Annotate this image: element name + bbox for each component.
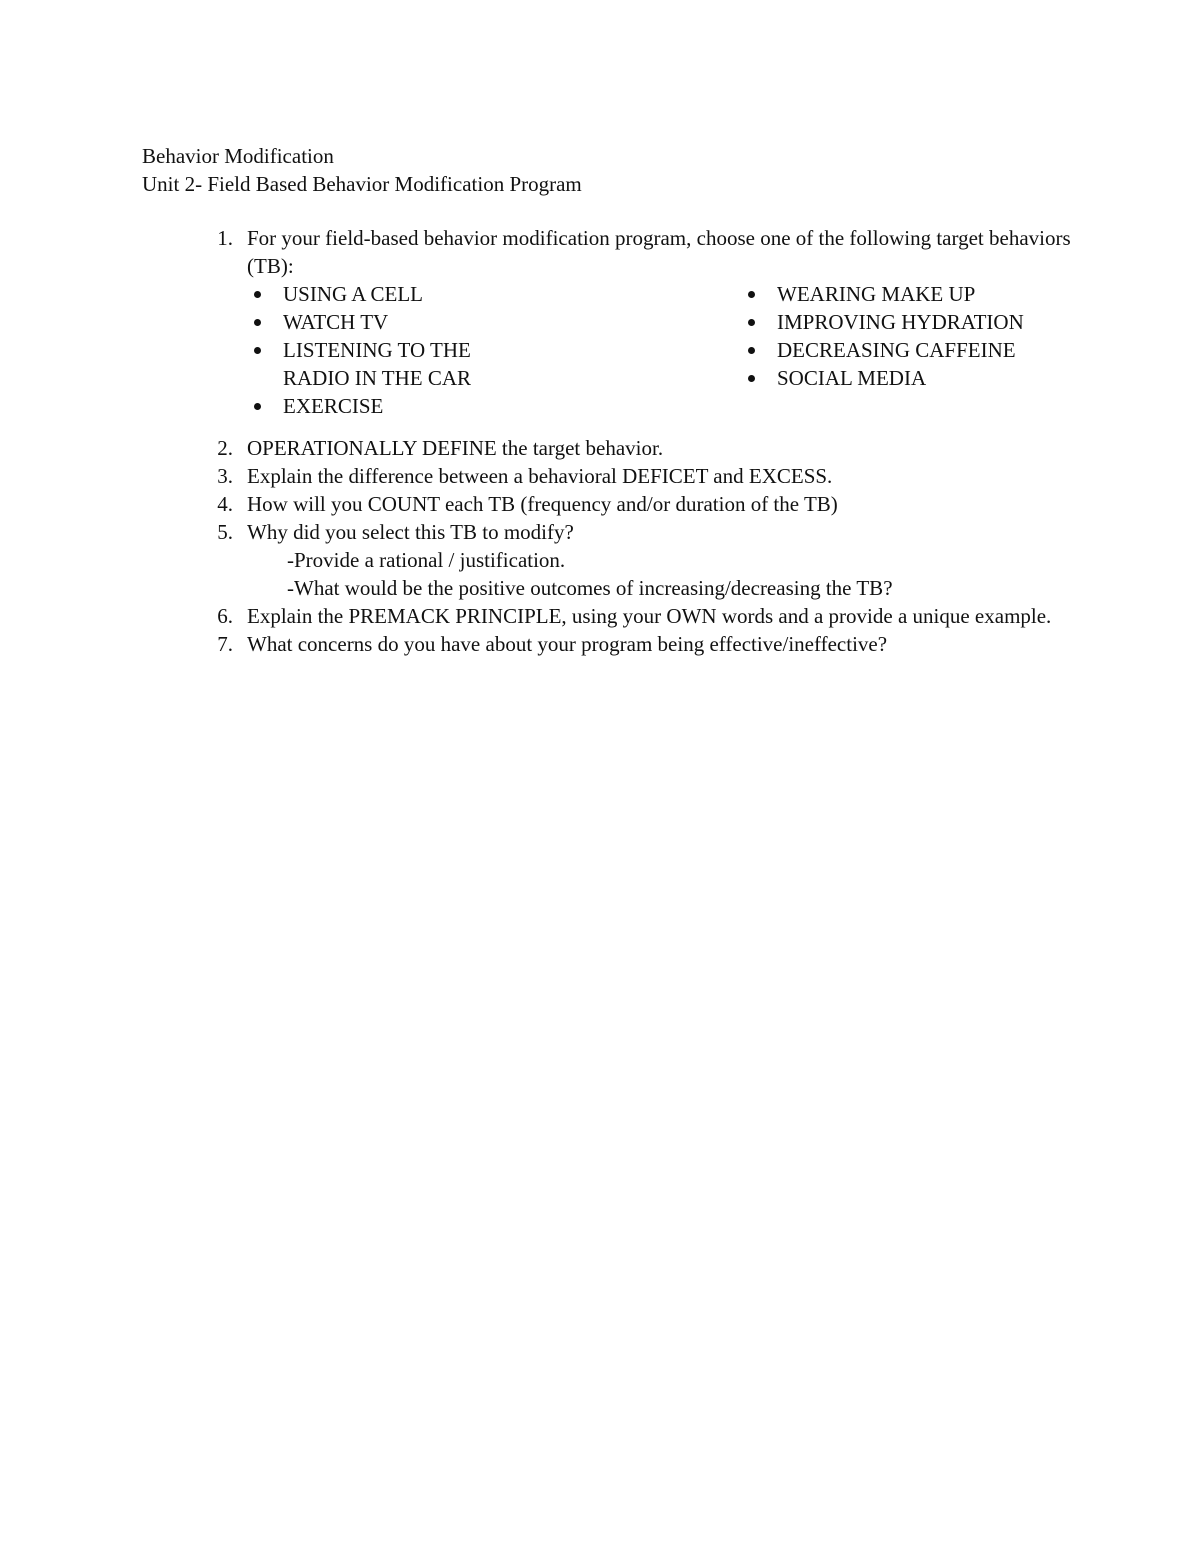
question-number: 7. (217, 632, 233, 656)
question-subpoint: -Provide a rational / justification. (287, 548, 566, 572)
question-text: Why did you select this TB to modify? (247, 520, 574, 544)
behavior-option: USING A CELL (247, 280, 523, 308)
question-number: 3. (217, 464, 233, 488)
question-text: How will you COUNT each TB (frequency and/or duration of the TB) (247, 492, 838, 516)
behavior-option: WEARING MAKE UP (741, 280, 1077, 308)
question-text: What concerns do you have about your program being effective/ineffective? (247, 632, 888, 656)
question-number: 4. (217, 492, 233, 516)
behavior-option: LISTENING TO THE RADIO IN THE CAR (247, 336, 523, 392)
question-subpoint: -What would be the positive outcomes of increasing/decreasing the TB? (287, 576, 893, 600)
target-behavior-options (247, 280, 1085, 420)
course-title: Behavior Modification (142, 144, 334, 168)
behavior-option: WATCH TV (247, 308, 523, 336)
question-number: 1. (217, 226, 233, 250)
behavior-list-left (247, 280, 741, 420)
question-2 (205, 434, 1085, 462)
behavior-option: DECREASING CAFFEINE (741, 336, 1077, 364)
question-text: For your field-based behavior modification program, choose one of the following target behaviors (TB): (247, 226, 1071, 278)
document-header (142, 142, 582, 198)
question-number: 2. (217, 436, 233, 460)
question-text: Explain the difference between a behavioral DEFICET and EXCESS. (247, 464, 833, 488)
behavior-option: SOCIAL MEDIA (741, 364, 1077, 392)
question-number: 6. (217, 604, 233, 628)
question-5 (205, 518, 1085, 602)
behavior-option: EXERCISE (247, 392, 523, 420)
question-number: 5. (217, 520, 233, 544)
question-3 (205, 462, 1085, 490)
question-7 (205, 630, 1085, 658)
question-text: OPERATIONALLY DEFINE the target behavior. (247, 436, 664, 460)
unit-title: Unit 2- Field Based Behavior Modification Program (142, 172, 582, 196)
behavior-option: IMPROVING HYDRATION (741, 308, 1077, 336)
question-4 (205, 490, 1085, 518)
behavior-list-right (741, 280, 1061, 420)
question-text: Explain the PREMACK PRINCIPLE, using your OWN words and a provide a unique example. (247, 604, 1052, 628)
question-1 (205, 224, 1085, 420)
question-list (205, 224, 1085, 658)
question-6 (205, 602, 1085, 630)
